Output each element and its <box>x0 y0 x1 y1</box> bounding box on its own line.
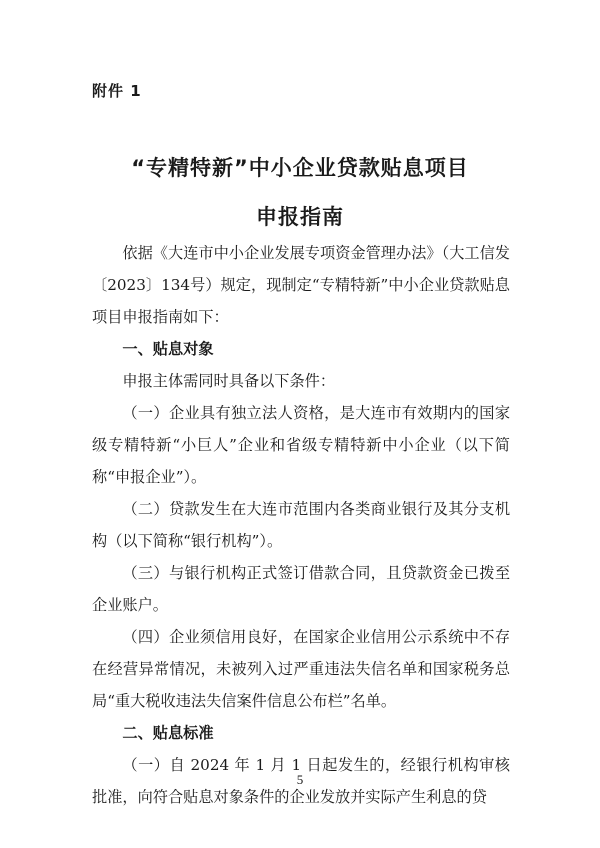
intro-paragraph: 依据《大连市中小企业发展专项资金管理办法》（大工信发〔2023〕134号）规定，现制定“专精特新”中小企业贷款贴息项目申报指南如下： <box>92 244 510 326</box>
document-title-line-1: “专精特新”中小企业贷款贴息项目 <box>131 156 469 180</box>
section-heading-standards: 二、贴息标准 <box>122 724 214 742</box>
attachment-label: 附件 1 <box>92 82 142 100</box>
page-number: 5 <box>296 772 304 787</box>
condition-item-3: （三）与银行机构正式签订借款合同，且贷款资金已拨至企业账户。 <box>92 564 510 614</box>
condition-item-4: （四）企业须信用良好，在国家企业信用公示系统中不存在经营异常情况，未被列入过严重违法失信名单和国家税务总局“重大税收违法失信案件信息公布栏”名单。 <box>92 628 510 710</box>
condition-item-2: （二）贷款发生在大连市范围内各类商业银行及其分支机构（以下简称“银行机构”）。 <box>92 500 510 550</box>
section-lead: 申报主体需同时具备以下条件： <box>122 372 336 390</box>
document-body <box>92 237 510 813</box>
condition-item-1: （一）企业具有独立法人资格，是大连市有效期内的国家级专精特新“小巨人”企业和省级专精特新中小企业（以下简称“申报企业”）。 <box>92 404 510 486</box>
standard-item-1: （一）自 2024 年 1 月 1 日起发生的，经银行机构审核批准，向符合贴息对象条件的企业发放并实际产生利息的贷 <box>92 756 510 806</box>
document-title-line-2: 申报指南 <box>256 205 344 229</box>
section-heading-targets: 一、贴息对象 <box>122 340 214 358</box>
